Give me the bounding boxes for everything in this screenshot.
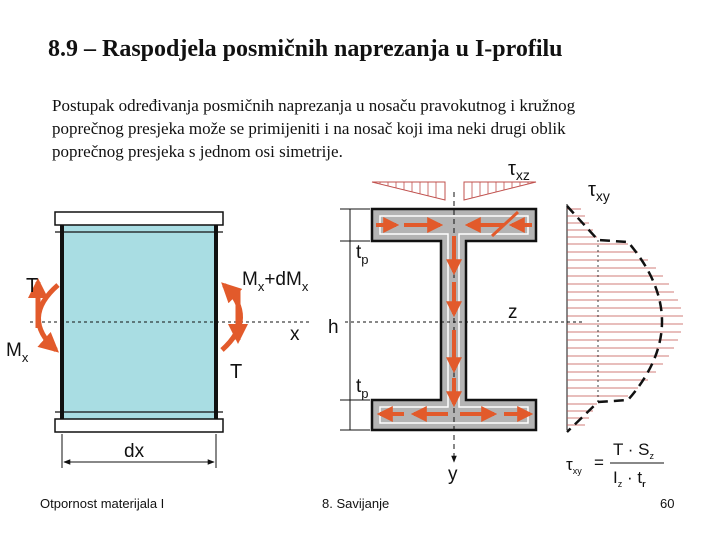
label-tau-xy: $\tau_{xy}$ bbox=[588, 179, 610, 204]
footer-page-number: 60 bbox=[660, 496, 675, 511]
slide-title: 8.9 – Raspodjela posmičnih naprezanja u I-profilu bbox=[48, 36, 563, 62]
formula-numerator: $T \cdot S_z$ bbox=[613, 440, 655, 461]
flange-shear-hatch-right bbox=[464, 182, 536, 200]
label-tau-xz: $\tau_{xz}$ bbox=[508, 158, 530, 183]
moment-arrow-left bbox=[38, 285, 58, 350]
beam-element bbox=[6, 212, 310, 468]
i-section bbox=[328, 158, 584, 485]
formula-equals: = bbox=[594, 453, 604, 472]
formula-lhs: $\tau_{xy}$ bbox=[566, 455, 582, 476]
label-tp-bottom: $t_p$ bbox=[356, 376, 369, 401]
label-moment-right: $M_x+dM_x$ bbox=[242, 269, 309, 294]
label-dx: dx bbox=[124, 441, 145, 462]
flange-shear-hatch-left bbox=[372, 182, 445, 200]
label-axis-y: y bbox=[448, 464, 458, 485]
label-shear-right: T bbox=[230, 361, 243, 383]
distribution-curve bbox=[567, 206, 662, 432]
label-shear-left: T bbox=[26, 275, 39, 297]
body-line-3: poprečnog presjeka s jednom osi simetrije. bbox=[52, 142, 343, 161]
formula-denominator: $I_z \cdot t_r$ bbox=[613, 468, 646, 489]
footer-chapter: 8. Savijanje bbox=[322, 496, 390, 511]
label-height: h bbox=[328, 317, 339, 338]
label-moment-left: $M_x$ bbox=[6, 340, 29, 365]
label-axis-x: x bbox=[290, 324, 300, 345]
label-axis-z: z bbox=[508, 302, 518, 323]
tau-xy-distribution bbox=[567, 179, 683, 432]
footer-course: Otpornost materijala I bbox=[40, 496, 165, 511]
shear-stress-formula bbox=[566, 440, 664, 489]
body-line-1: Postupak određivanja posmičnih naprezanja u nosaču pravokutnog i kružnog bbox=[52, 96, 576, 115]
label-tp-top: $t_p$ bbox=[356, 242, 369, 267]
body-line-2: poprečnog presjeka može se primijeniti i na nosač koji ima neki drugi oblik bbox=[52, 119, 566, 138]
